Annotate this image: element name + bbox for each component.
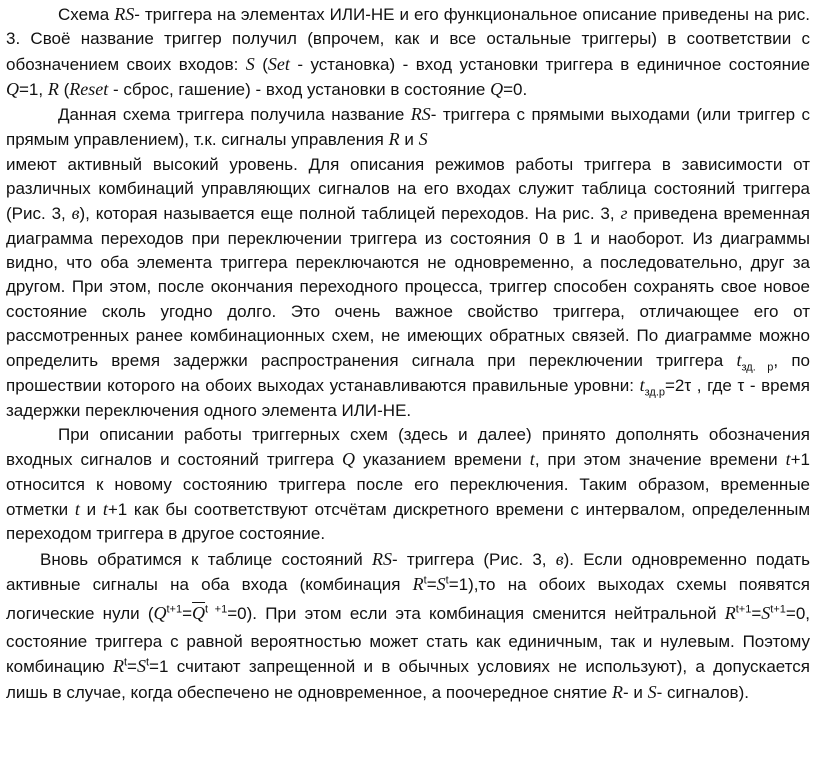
paragraph-1 bbox=[6, 2, 810, 102]
text-run: =1, bbox=[19, 79, 48, 99]
superscript-t: t bbox=[445, 574, 449, 587]
text-run: =0). При этом если эта комбинация сменится нейтральной bbox=[227, 604, 725, 624]
text-run: ). Если одновременно подать активные сигналы на оба входа (комбинация bbox=[6, 549, 810, 594]
term-reset: Reset bbox=[69, 78, 109, 99]
symbol-r: R bbox=[412, 573, 424, 594]
symbol-q: Q bbox=[153, 603, 167, 624]
text-run: =0. bbox=[503, 79, 528, 99]
text-run: ), которая называется еще полной таблицей переходов. На рис. 3, bbox=[79, 204, 621, 224]
subscript-zd-r: зд. р bbox=[741, 361, 774, 374]
text-run: =1),то на обоих выходах схемы появятся логические нули ( bbox=[6, 574, 810, 624]
paragraph-3 bbox=[6, 423, 810, 546]
text-run: - сброс, гашение) - вход установки в состояние bbox=[108, 79, 491, 99]
text-run: ( bbox=[58, 79, 70, 99]
text-run: приведена временная диаграмма переходов при переключении триггера из состояния 0 в 1 и наоборот. Из диаграммы видно, что оба элемента триггера переключаются не одновременно, а последовательно, друг за другом. При этом, после окончания переходного процесса, триггер способен сохранять свое новое состояние сколь угодно долго. Это очень важное свойство триггера, отличающее его от рассмотренных ранее комбинационных схем, не имеющих обратных связей. По диаграмме можно определить время задержки распространения сигнала при переключении триггера bbox=[6, 204, 811, 371]
text-run: , при этом значение времени bbox=[534, 450, 786, 470]
superscript-t-plus-1: t+1 bbox=[166, 603, 183, 616]
text-run: - триггера на элементах ИЛИ-НЕ и его функциональное описание приведены на рис. 3. Своё название триггер получил (впрочем, как и все остальные триггеры) в соответствии с обозначением своих входов: bbox=[6, 5, 811, 74]
figure-ref-v: в bbox=[71, 203, 80, 224]
symbol-r: R bbox=[388, 129, 400, 150]
figure-ref-v: в bbox=[555, 548, 564, 569]
symbol-s: S bbox=[245, 53, 255, 74]
symbol-r: R bbox=[47, 78, 59, 99]
text-run: = bbox=[426, 574, 437, 594]
text-run: =0, состояние триггера с равной вероятностью может стать как единичным, так и нулевым. Поэтому комбинацию bbox=[6, 604, 810, 677]
text-run: - установка) - вход установки триггера в единичное состояние bbox=[289, 54, 810, 74]
text-run: Данная схема триггера получила название bbox=[58, 105, 411, 125]
text-run: =1 считают запрещенной и в обычных условиях не используют), а допускается лишь в случае, когда обеспечено не одновременное, а поочередное снятие bbox=[6, 657, 810, 702]
text-run: и bbox=[399, 130, 419, 150]
text-run: имеют активный высокий уровень. Для описания режимов работы триггера в зависимости от различных комбинаций управляющих сигналов на его входах служит таблица состояний триггера (Рис. 3, bbox=[6, 154, 810, 224]
text-run: - триггера с прямыми выходами (или триггер с прямым управлением), т.к. сигналы управления bbox=[6, 105, 810, 150]
superscript-t-plus-1: t+1 bbox=[770, 603, 786, 616]
symbol-s: S bbox=[136, 656, 146, 677]
subscript-zd-r: зд.р bbox=[644, 386, 665, 399]
symbol-t: t bbox=[785, 449, 791, 470]
symbol-t: t bbox=[529, 449, 535, 470]
symbol-s: S bbox=[418, 129, 428, 150]
formula-line bbox=[154, 604, 228, 623]
text-run: Схема bbox=[58, 5, 115, 24]
text-run: =2τ , где τ - время задержки переключения одного элемента ИЛИ-НЕ. bbox=[6, 376, 810, 420]
symbol-rs: RS bbox=[410, 104, 431, 125]
text-run: = bbox=[751, 604, 762, 624]
paragraph-4 bbox=[6, 547, 810, 705]
text-run: и bbox=[79, 499, 103, 519]
text-run: - сигналов). bbox=[656, 682, 749, 702]
symbol-s: S bbox=[436, 573, 446, 594]
superscript-t-plus-1: t +1 bbox=[205, 603, 228, 616]
symbol-q-inverted: $\overline{Q}$ bbox=[192, 603, 206, 624]
text-run: указанием времени bbox=[354, 450, 530, 470]
superscript-t: t bbox=[123, 656, 128, 669]
paragraph-2 bbox=[6, 102, 810, 423]
symbol-t: t bbox=[74, 498, 80, 519]
symbol-s: S bbox=[761, 603, 771, 624]
superscript-t: t bbox=[145, 656, 150, 669]
superscript-t-plus-1: t+1 bbox=[735, 603, 752, 616]
figure-ref-g: г bbox=[620, 203, 628, 224]
text-run: - триггера (Рис. 3, bbox=[392, 549, 556, 569]
superscript-t: t bbox=[423, 574, 427, 587]
text-run: = bbox=[127, 657, 137, 677]
text-run: +1 как бы соответствуют отсчётам дискретного времени с интервалом, определенным переходом триггера в другое состояние. bbox=[6, 499, 811, 544]
symbol-q: Q bbox=[341, 449, 355, 470]
symbol-r: R bbox=[112, 656, 124, 677]
symbol-t: t bbox=[639, 375, 645, 396]
symbol-t: t bbox=[102, 498, 108, 519]
text-run: +1 относится к новому состоянию триггера после его переключения. Таким образом, временные отметки bbox=[6, 450, 810, 519]
text-run: - и bbox=[622, 682, 648, 702]
symbol-q: Q bbox=[490, 78, 504, 99]
symbol-s: S bbox=[647, 681, 657, 702]
symbol-t: t bbox=[736, 350, 742, 371]
symbol-r: R bbox=[611, 681, 623, 702]
symbol-q: Q bbox=[6, 78, 19, 99]
symbol-rs: RS bbox=[114, 4, 135, 24]
term-set: Set bbox=[267, 53, 290, 74]
text-run: , по прошествии которого на обоих выходах устанавливаются правильные уровни: bbox=[6, 351, 810, 396]
text-run: Вновь обратимся к таблице состояний bbox=[40, 549, 372, 569]
text-run: При описании работы триггерных схем (здесь и далее) принято дополнять обозначения входных сигналов и состояний триггера bbox=[6, 425, 810, 470]
text-run: = bbox=[182, 604, 193, 624]
symbol-rs: RS bbox=[372, 548, 392, 569]
symbol-r: R bbox=[724, 603, 736, 624]
text-run: ( bbox=[254, 54, 268, 74]
